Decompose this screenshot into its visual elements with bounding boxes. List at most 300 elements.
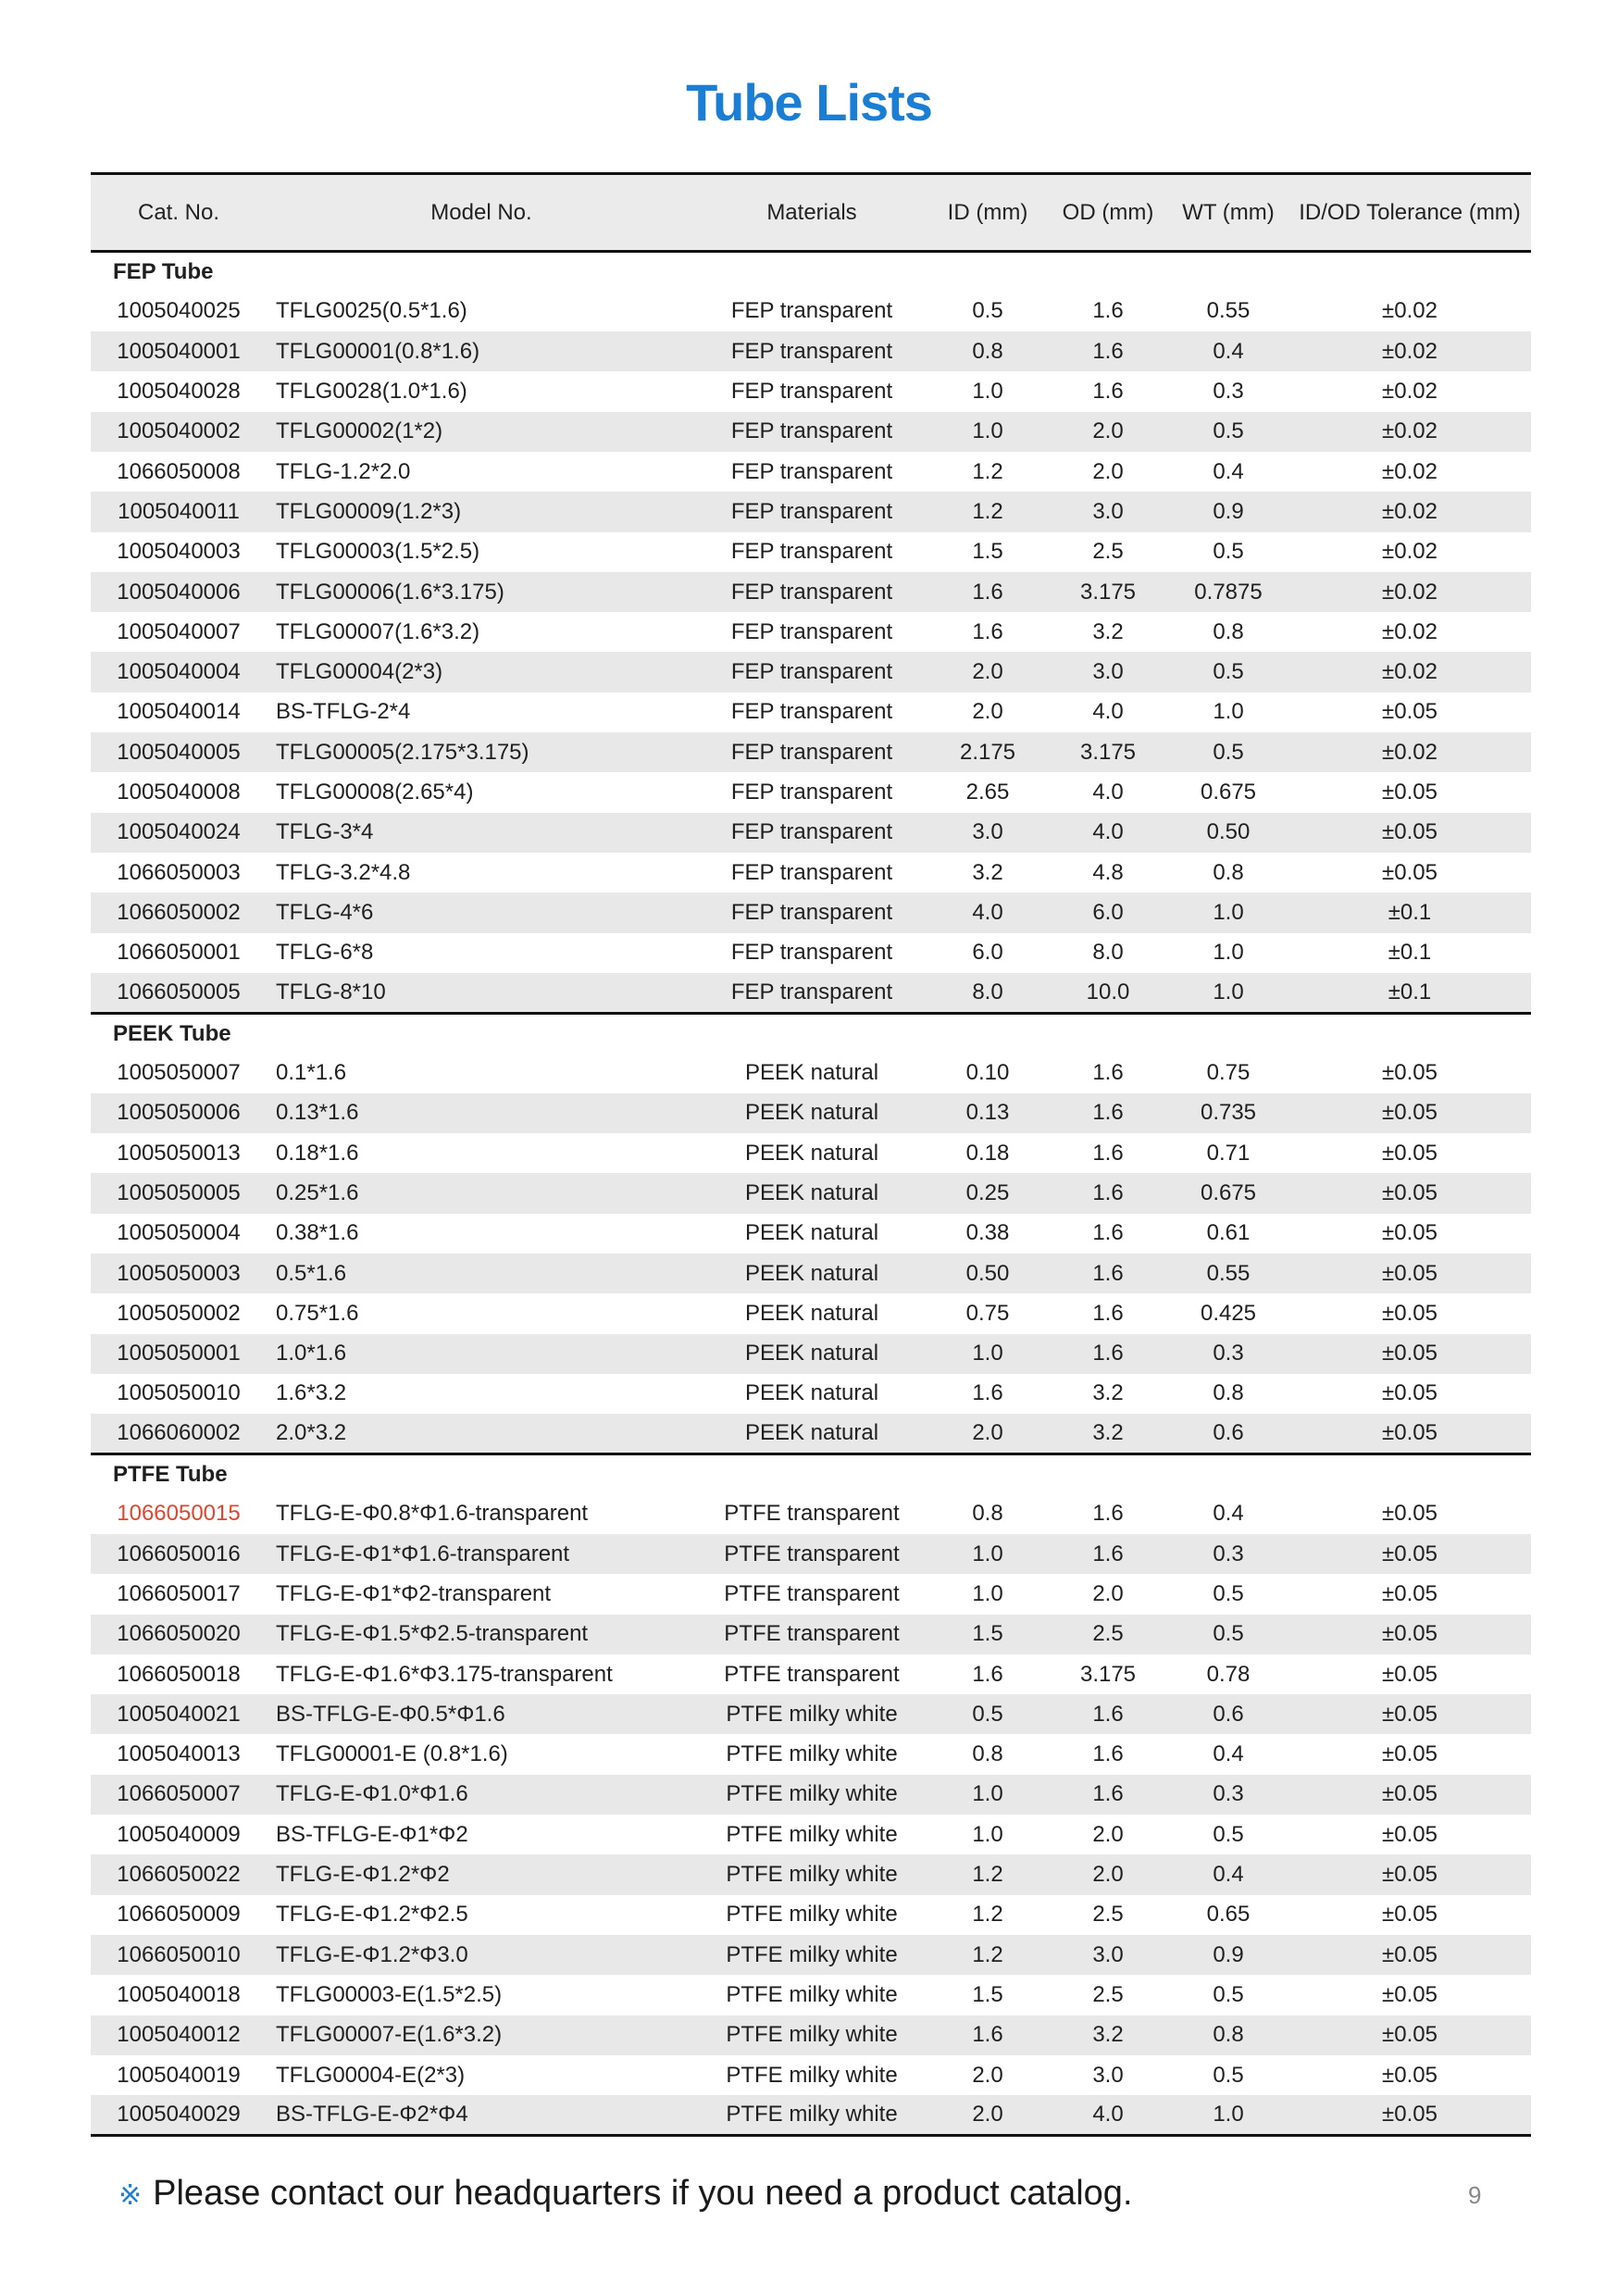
cell-id: 1.6 (972, 579, 1003, 605)
table-row (91, 1494, 1531, 1534)
cell-model-no: TFLG-E-Φ1.5*Φ2.5-transparent (276, 1621, 589, 1647)
cell-material: PTFE milky white (696, 2095, 927, 2135)
cell-wt: 0.5 (1213, 1621, 1244, 1647)
cell-tolerance: ±0.02 (1382, 298, 1438, 324)
cell-od: 2.5 (1092, 1902, 1124, 1928)
cell-wt: 0.5 (1213, 1981, 1244, 2007)
cell-id: 0.8 (972, 1501, 1003, 1527)
section-header (91, 252, 1531, 292)
cell-wt: 0.5 (1213, 2062, 1244, 2088)
cell-model-no: BS-TFLG-E-Φ1*Φ2 (276, 1821, 468, 1847)
cell-id: 2.0 (927, 2095, 1048, 2135)
cell-tolerance: ±0.05 (1382, 1341, 1438, 1366)
cell-id: 0.8 (972, 1741, 1003, 1767)
table-row (91, 933, 1531, 973)
cell-cat-no: 1066050022 (117, 1862, 241, 1888)
section-header (91, 1013, 1531, 1053)
cell-tolerance: ±0.05 (1382, 1100, 1438, 1126)
cell-cat-no: 1005040024 (117, 819, 241, 845)
cell-wt: 0.4 (1213, 1501, 1244, 1527)
cell-tolerance: ±0.1 (1388, 940, 1432, 966)
cell-tolerance: ±0.05 (1382, 1220, 1438, 1246)
cell-od: 2.5 (1092, 539, 1124, 565)
cell-id: 0.75 (965, 1300, 1010, 1326)
table-row (91, 1975, 1531, 2015)
cell-material: FEP transparent (730, 539, 893, 565)
cell-id: 1.2 (972, 1862, 1003, 1888)
cell-id: 2.0 (972, 1420, 1003, 1445)
cell-material: PTFE milky white (726, 1941, 898, 1967)
cell-tolerance: ±0.05 (1382, 1541, 1438, 1566)
cell-model-no: TFLG00001-E (0.8*1.6) (276, 1741, 508, 1767)
cell-material: FEP transparent (730, 659, 893, 685)
cell-od: 3.175 (1079, 1661, 1137, 1687)
table-row (91, 1414, 1531, 1454)
cell-tolerance: ±0.05 (1382, 819, 1438, 845)
cell-wt: 0.3 (1213, 1781, 1244, 1807)
cell-od: 3.0 (1092, 659, 1124, 685)
table-row (91, 1815, 1531, 1854)
cell-id: 1.2 (972, 1941, 1003, 1967)
cell-cat-no: 1005050004 (117, 1220, 241, 1246)
cell-tolerance: ±0.05 (1382, 1981, 1438, 2007)
table-row (91, 1293, 1531, 1333)
cell-wt: 0.65 (1206, 1902, 1251, 1928)
cell-wt: 1.0 (1213, 979, 1244, 1004)
cell-model-no: TFLG-E-Φ1.6*Φ3.175-transparent (276, 1661, 613, 1687)
table-row (91, 1133, 1531, 1173)
table-row (91, 572, 1531, 612)
cell-od: 3.2 (1092, 618, 1124, 644)
cell-tolerance: ±0.05 (1382, 699, 1438, 725)
cell-tolerance: ±0.05 (1382, 1580, 1438, 1606)
cell-cat-no: 1005040018 (117, 1981, 241, 2007)
cell-od: 1.6 (1092, 1300, 1124, 1326)
cell-id: 1.5 (972, 1621, 1003, 1647)
cell-tolerance: ±0.05 (1382, 1380, 1438, 1406)
table-row (91, 853, 1531, 892)
cell-model-no: TFLG00003-E(1.5*2.5) (276, 1981, 503, 2007)
table-row (91, 1214, 1531, 1254)
cell-model-no: TFLG00004(2*3) (276, 659, 443, 685)
cell-wt: 0.3 (1213, 1341, 1244, 1366)
cell-tolerance: ±0.02 (1382, 418, 1438, 444)
cell-model-no: 0.38*1.6 (276, 1220, 359, 1246)
table-row (91, 652, 1531, 692)
cell-cat-no: 1005040001 (117, 338, 241, 364)
tube-table-container (91, 172, 1531, 2137)
table-row (91, 371, 1531, 411)
cell-model-no: 0.1*1.6 (276, 1060, 347, 1086)
cell-material: FEP transparent (730, 979, 893, 1004)
cell-od: 1.6 (1092, 338, 1124, 364)
cell-id: 1.6 (972, 1661, 1003, 1687)
cell-model-no: TFLG-E-Φ1*Φ1.6-transparent (276, 1541, 570, 1566)
table-row (91, 1694, 1531, 1734)
cell-od: 1.6 (1092, 298, 1124, 324)
cell-model-no: TFLG-3*4 (276, 819, 374, 845)
table-row (91, 492, 1531, 531)
cell-wt: 0.3 (1213, 1541, 1244, 1566)
cell-tolerance: ±0.05 (1382, 1902, 1438, 1928)
table-row (91, 1254, 1531, 1293)
cell-cat-no: 1005040004 (117, 659, 241, 685)
cell-wt: 0.5 (1213, 1580, 1244, 1606)
cell-od: 1.6 (1092, 1260, 1124, 1286)
cell-id: 0.18 (965, 1140, 1010, 1166)
header-model-no: Model No. (267, 174, 696, 252)
cell-tolerance: ±0.02 (1382, 739, 1438, 765)
cell-tolerance: ±0.05 (1382, 1179, 1438, 1205)
cell-wt: 0.5 (1213, 659, 1244, 685)
table-row (91, 1173, 1531, 1213)
cell-cat-no: 1005040006 (117, 579, 241, 605)
cell-cat-no: 1066050007 (117, 1781, 241, 1807)
cell-od: 2.0 (1092, 1862, 1124, 1888)
cell-tolerance: ±0.05 (1382, 1941, 1438, 1967)
cell-model-no: TFLG00006(1.6*3.175) (276, 579, 504, 605)
cell-cat-no: 1066050018 (117, 1661, 241, 1687)
cell-cat-no: 1005050010 (117, 1380, 241, 1406)
table-row (91, 292, 1531, 331)
cell-material: PTFE transparent (724, 1541, 900, 1566)
cell-cat-no: 1005040014 (117, 699, 241, 725)
cell-material: FEP transparent (730, 739, 893, 765)
cell-tolerance: ±0.02 (1382, 618, 1438, 644)
cell-id: 6.0 (972, 940, 1003, 966)
cell-model-no: 0.5*1.6 (276, 1260, 347, 1286)
cell-od: 4.0 (1092, 819, 1124, 845)
cell-wt: 1.0 (1213, 940, 1244, 966)
cell-material: PTFE transparent (724, 1501, 900, 1527)
table-row (91, 1574, 1531, 1614)
cell-od: 4.0 (1092, 780, 1124, 805)
cell-od: 3.175 (1079, 579, 1137, 605)
cell-wt: 0.61 (1206, 1220, 1251, 1246)
cell-tolerance: ±0.05 (1382, 1060, 1438, 1086)
cell-cat-no: 1066050015 (117, 1501, 241, 1527)
table-row (91, 772, 1531, 812)
cell-wt: 0.55 (1206, 298, 1251, 324)
cell-od: 3.2 (1092, 2022, 1124, 2048)
cell-model-no: 1.6*3.2 (276, 1380, 347, 1406)
table-row (91, 693, 1531, 732)
footer-note-text: Please contact our headquarters if you need a product catalog. (153, 2174, 1133, 2213)
cell-od: 1.6 (1092, 1100, 1124, 1126)
cell-id: 2.0 (972, 699, 1003, 725)
cell-wt: 0.78 (1206, 1661, 1251, 1687)
cell-tolerance: ±0.05 (1382, 1300, 1438, 1326)
cell-tolerance: ±0.05 (1382, 1420, 1438, 1445)
cell-od: 2.0 (1092, 418, 1124, 444)
cell-cat-no: 1066050003 (117, 859, 241, 885)
cell-cat-no: 1066050008 (117, 458, 241, 484)
cell-material: FEP transparent (730, 940, 893, 966)
cell-tolerance: ±0.02 (1382, 659, 1438, 685)
cell-cat-no: 1005040025 (117, 298, 241, 324)
cell-tolerance: ±0.05 (1382, 1741, 1438, 1767)
cell-tolerance: ±0.05 (1382, 1862, 1438, 1888)
table-row (91, 1654, 1531, 1694)
cell-model-no: TFLG0025(0.5*1.6) (276, 298, 467, 324)
cell-model-no: BS-TFLG-E-Φ0.5*Φ1.6 (276, 1701, 505, 1727)
cell-model-no: TFLG-E-Φ0.8*Φ1.6-transparent (276, 1501, 589, 1527)
cell-material: FEP transparent (730, 699, 893, 725)
cell-material: PEEK natural (744, 1380, 879, 1406)
cell-cat-no: 1005040028 (117, 379, 241, 405)
cell-model-no: TFLG-E-Φ1.2*Φ3.0 (276, 1941, 468, 1967)
cell-tolerance: ±0.02 (1382, 379, 1438, 405)
cell-material: PEEK natural (744, 1100, 879, 1126)
cell-od: 1.6 (1092, 1060, 1124, 1086)
cell-material: FEP transparent (730, 859, 893, 885)
cell-id: 0.13 (965, 1100, 1010, 1126)
cell-model-no: TFLG00004-E(2*3) (276, 2062, 466, 2088)
cell-id: 8.0 (972, 979, 1003, 1004)
cell-material: FEP transparent (730, 379, 893, 405)
cell-cat-no: 1005050005 (117, 1179, 241, 1205)
cell-id: 1.6 (972, 618, 1003, 644)
cell-id: 1.0 (972, 418, 1003, 444)
cell-cat-no: 1066050010 (117, 1941, 241, 1967)
footer-note (118, 2174, 1133, 2214)
cell-model-no: TFLG00002(1*2) (276, 418, 443, 444)
cell-model-no: 0.75*1.6 (276, 1300, 359, 1326)
cell-cat-no: 1005050007 (117, 1060, 241, 1086)
cell-wt: 0.3 (1213, 379, 1244, 405)
cell-od: 2.0 (1092, 1821, 1124, 1847)
cell-cat-no: 1005050006 (117, 1100, 241, 1126)
cell-material: PTFE transparent (724, 1621, 900, 1647)
cell-tolerance: ±0.05 (1382, 2022, 1438, 2048)
cell-wt: 0.6 (1213, 1701, 1244, 1727)
cell-od: 1.6 (1092, 1781, 1124, 1807)
cell-od: 4.8 (1092, 859, 1124, 885)
cell-id: 1.6 (972, 1380, 1003, 1406)
cell-wt: 0.55 (1206, 1260, 1251, 1286)
table-row (91, 2095, 1531, 2135)
cell-model-no: TFLG-4*6 (276, 899, 374, 925)
page-number: 9 (1468, 2181, 1482, 2209)
cell-model-no: 1.0*1.6 (276, 1341, 347, 1366)
cell-od: 2.5 (1092, 1621, 1124, 1647)
cell-material: PTFE milky white (726, 2062, 898, 2088)
header-id: ID (mm) (927, 174, 1048, 252)
cell-wt: 0.5 (1213, 539, 1244, 565)
cell-material: PTFE milky white (726, 1781, 898, 1807)
cell-material: PEEK natural (744, 1140, 879, 1166)
cell-material: PTFE milky white (726, 1741, 898, 1767)
cell-cat-no: 1066050005 (117, 979, 241, 1004)
table-row (91, 1935, 1531, 1975)
cell-cat-no: 1005040002 (117, 418, 241, 444)
cell-id: 1.0 (972, 1821, 1003, 1847)
cell-wt: 0.4 (1213, 1741, 1244, 1767)
cell-wt: 0.7875 (1194, 579, 1263, 605)
cell-wt: 0.9 (1213, 498, 1244, 524)
cell-tolerance: ±0.1 (1388, 979, 1432, 1004)
cell-model-no: TFLG0028(1.0*1.6) (276, 379, 467, 405)
cell-od: 1.6 (1092, 1701, 1124, 1727)
header-cat-no: Cat. No. (91, 174, 267, 252)
page-title: Tube Lists (686, 73, 932, 131)
cell-wt: 0.9 (1213, 1941, 1244, 1967)
cell-cat-no: 1066060002 (117, 1420, 241, 1445)
cell-tolerance: ±0.05 (1382, 859, 1438, 885)
cell-cat-no: 1005040005 (117, 739, 241, 765)
cell-od: 1.6 (1092, 1220, 1124, 1246)
cell-od: 1.6 (1092, 1140, 1124, 1166)
cell-material: FEP transparent (730, 458, 893, 484)
cell-tolerance: ±0.05 (1288, 2095, 1531, 2135)
cell-model-no: 0.25*1.6 (276, 1179, 359, 1205)
cell-material: FEP transparent (730, 579, 893, 605)
cell-material: FEP transparent (730, 338, 893, 364)
cell-model-no: TFLG00003(1.5*2.5) (276, 539, 480, 565)
cell-id: 1.0 (972, 1341, 1003, 1366)
cell-material: PEEK natural (744, 1341, 879, 1366)
cell-id: 2.65 (965, 780, 1010, 805)
cell-wt: 1.0 (1168, 2095, 1288, 2135)
cell-material: PTFE milky white (726, 1902, 898, 1928)
cell-cat-no: 1005040009 (117, 1821, 241, 1847)
table-row (91, 1615, 1531, 1654)
table-row (91, 612, 1531, 652)
cell-tolerance: ±0.05 (1382, 1260, 1438, 1286)
table-row (91, 973, 1531, 1013)
cell-material: FEP transparent (730, 498, 893, 524)
cell-material: FEP transparent (730, 819, 893, 845)
cell-od: 2.0 (1092, 1580, 1124, 1606)
cell-id: 1.0 (972, 1781, 1003, 1807)
table-row (91, 1053, 1531, 1092)
cell-wt: 0.8 (1213, 1380, 1244, 1406)
reference-mark-icon: ※ (118, 2180, 143, 2211)
cell-tolerance: ±0.02 (1382, 498, 1438, 524)
cell-id: 1.6 (972, 2022, 1003, 2048)
cell-od: 1.6 (1092, 1179, 1124, 1205)
cell-model-no: TFLG00007(1.6*3.2) (276, 618, 480, 644)
cell-id: 2.0 (972, 2062, 1003, 2088)
cell-wt: 1.0 (1213, 699, 1244, 725)
cell-wt: 0.4 (1213, 458, 1244, 484)
table-header (91, 174, 1531, 252)
tube-table (91, 172, 1531, 2137)
cell-cat-no: 1005050001 (117, 1341, 241, 1366)
cell-id: 1.5 (972, 1981, 1003, 2007)
cell-material: PEEK natural (744, 1060, 879, 1086)
cell-model-no: 2.0*3.2 (276, 1420, 347, 1445)
header-od: OD (mm) (1048, 174, 1168, 252)
cell-model-no: TFLG00005(2.175*3.175) (276, 739, 529, 765)
cell-cat-no: 1066050017 (117, 1580, 241, 1606)
cell-od: 3.175 (1079, 739, 1137, 765)
cell-tolerance: ±0.05 (1382, 1701, 1438, 1727)
table-row (91, 1895, 1531, 1935)
table-row (91, 2015, 1531, 2055)
header-wt: WT (mm) (1168, 174, 1288, 252)
cell-id: 1.0 (972, 1580, 1003, 1606)
cell-material: FEP transparent (730, 418, 893, 444)
cell-cat-no: 1066050009 (117, 1902, 241, 1928)
cell-material: FEP transparent (730, 298, 893, 324)
cell-wt: 0.4 (1213, 338, 1244, 364)
cell-cat-no: 1005040029 (91, 2095, 267, 2135)
cell-id: 0.25 (965, 1179, 1010, 1205)
cell-od: 1.6 (1092, 1341, 1124, 1366)
cell-cat-no: 1005040007 (117, 618, 241, 644)
cell-material: FEP transparent (730, 899, 893, 925)
cell-cat-no: 1005040003 (117, 539, 241, 565)
cell-wt: 0.675 (1200, 780, 1257, 805)
cell-tolerance: ±0.02 (1382, 458, 1438, 484)
cell-material: PTFE milky white (726, 2022, 898, 2048)
cell-od: 6.0 (1092, 899, 1124, 925)
cell-cat-no: 1066050020 (117, 1621, 241, 1647)
cell-material: PEEK natural (744, 1179, 879, 1205)
cell-cat-no: 1005040011 (118, 498, 240, 524)
cell-cat-no: 1005040021 (117, 1701, 241, 1727)
cell-cat-no: 1066050016 (117, 1541, 241, 1566)
cell-id: 1.2 (972, 458, 1003, 484)
cell-material: PTFE milky white (726, 1701, 898, 1727)
cell-od: 3.0 (1092, 2062, 1124, 2088)
table-body (91, 252, 1531, 2136)
cell-wt: 0.5 (1213, 1821, 1244, 1847)
table-row (91, 452, 1531, 492)
table-row (91, 1854, 1531, 1894)
table-row (91, 2055, 1531, 2095)
cell-od: 1.6 (1092, 1541, 1124, 1566)
cell-model-no: TFLG-1.2*2.0 (276, 458, 411, 484)
cell-od: 4.0 (1048, 2095, 1168, 2135)
cell-cat-no: 1005050003 (117, 1260, 241, 1286)
cell-tolerance: ±0.02 (1382, 579, 1438, 605)
cell-model-no: TFLG00007-E(1.6*3.2) (276, 2022, 503, 2048)
table-row (91, 532, 1531, 572)
cell-cat-no: 1066050002 (117, 899, 241, 925)
cell-tolerance: ±0.05 (1382, 1821, 1438, 1847)
table-row (91, 1334, 1531, 1374)
cell-wt: 0.71 (1206, 1140, 1251, 1166)
cell-od: 10.0 (1086, 979, 1130, 1004)
cell-wt: 0.50 (1206, 819, 1251, 845)
cell-od: 2.0 (1092, 458, 1124, 484)
table-row (91, 331, 1531, 371)
cell-model-no: 0.18*1.6 (276, 1140, 359, 1166)
cell-cat-no: 1005040013 (117, 1741, 241, 1767)
cell-id: 0.10 (965, 1060, 1010, 1086)
cell-id: 0.5 (972, 298, 1003, 324)
cell-material: PEEK natural (744, 1300, 879, 1326)
cell-model-no: TFLG-8*10 (276, 979, 386, 1004)
cell-tolerance: ±0.05 (1382, 1501, 1438, 1527)
section-title: PTFE Tube (91, 1454, 1531, 1493)
table-row (91, 1775, 1531, 1815)
cell-cat-no: 1005040012 (117, 2022, 241, 2048)
cell-wt: 0.425 (1200, 1300, 1257, 1326)
cell-id: 3.0 (972, 819, 1003, 845)
cell-id: 0.50 (965, 1260, 1010, 1286)
cell-wt: 0.675 (1200, 1179, 1257, 1205)
cell-material: PTFE transparent (724, 1661, 900, 1687)
cell-material: PTFE milky white (726, 1821, 898, 1847)
cell-od: 2.5 (1092, 1981, 1124, 2007)
cell-model-no: TFLG-E-Φ1.2*Φ2 (276, 1862, 450, 1888)
cell-wt: 1.0 (1213, 899, 1244, 925)
cell-od: 3.0 (1092, 1941, 1124, 1967)
cell-material: PTFE milky white (726, 1862, 898, 1888)
